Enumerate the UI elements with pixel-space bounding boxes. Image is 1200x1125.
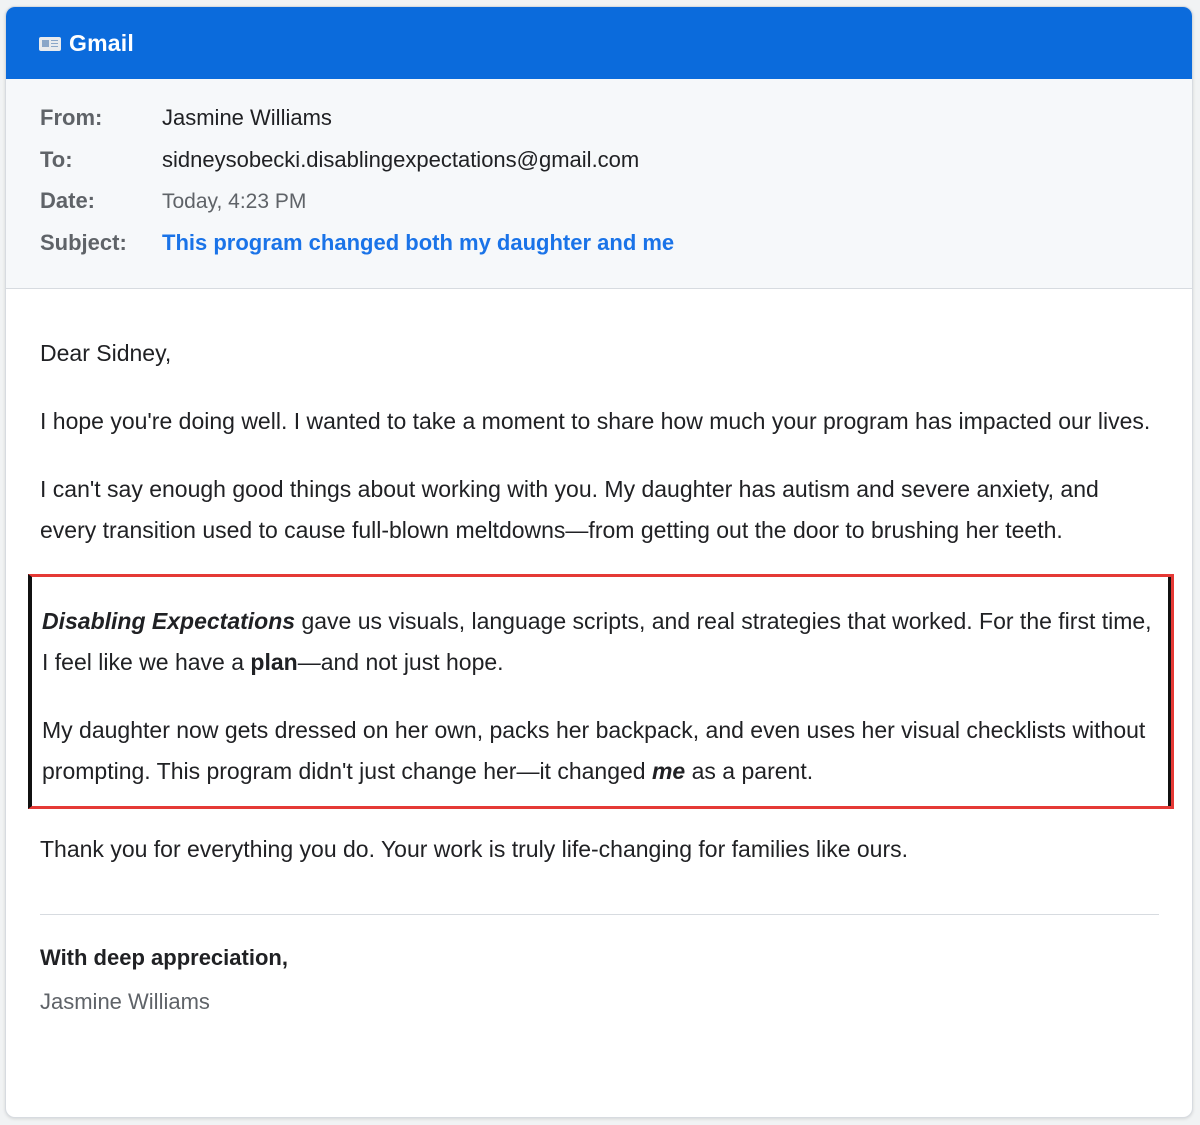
paragraph-background: I can't say enough good things about working with you. My daughter has autism and severe anxiety, and every transition used to cause full-blown meltdowns—from getting out the door to brushing her teeth.	[40, 476, 1099, 543]
highlighted-quote	[28, 574, 1174, 809]
paragraph-thanks: Thank you for everything you do. Your work is truly life-changing for families like ours.	[40, 836, 909, 862]
paragraph-intro: I hope you're doing well. I wanted to take a moment to share how much your program has impacted our lives.	[40, 408, 1151, 434]
paragraph-program	[42, 601, 1157, 683]
subject-value: This program changed both my daughter and me	[162, 229, 675, 255]
sender-name[interactable]: Jasmine Williams	[162, 105, 332, 130]
app-title[interactable]: Gmail	[69, 29, 134, 56]
app-header-bar	[6, 7, 1192, 79]
signature-divider	[40, 914, 1159, 915]
signature-name: Jasmine Williams	[40, 989, 210, 1014]
date-label: Date:	[40, 188, 96, 213]
date-value: Today, 4:23 PM	[162, 190, 307, 213]
from-row	[40, 105, 1192, 147]
email-header	[6, 79, 1192, 289]
to-label: To:	[40, 146, 73, 172]
plan-emphasis: plan	[250, 649, 298, 675]
program-name: Disabling Expectations	[42, 608, 296, 634]
to-row	[40, 147, 1192, 189]
from-label: From:	[40, 105, 103, 130]
subject-label: Subject:	[40, 229, 127, 255]
paragraph-results-text-b: as a parent.	[685, 758, 814, 784]
me-emphasis: me	[651, 758, 686, 784]
paragraph-results	[42, 710, 1157, 792]
paragraph-program-text-a: gave us visuals, language scripts, and real strategies that worked. For the first time, I feel like we have a	[42, 608, 1152, 675]
email-window	[5, 6, 1193, 1118]
date-row	[40, 188, 1192, 230]
subject-row	[40, 230, 1192, 272]
envelope-icon	[39, 37, 61, 51]
paragraph-results-text-a: My daughter now gets dressed on her own, packs her backpack, and even uses her visual checklists without prompting. This program didn't just change her—it changed	[42, 717, 1146, 784]
paragraph-program-text-b: —and not just hope.	[297, 649, 504, 675]
email-body	[6, 289, 1192, 1015]
recipient-address[interactable]: sidneysobecki.disablingexpectations@gmail.com	[162, 146, 640, 172]
sign-off: With deep appreciation,	[40, 945, 288, 970]
greeting: Dear Sidney,	[40, 340, 172, 366]
